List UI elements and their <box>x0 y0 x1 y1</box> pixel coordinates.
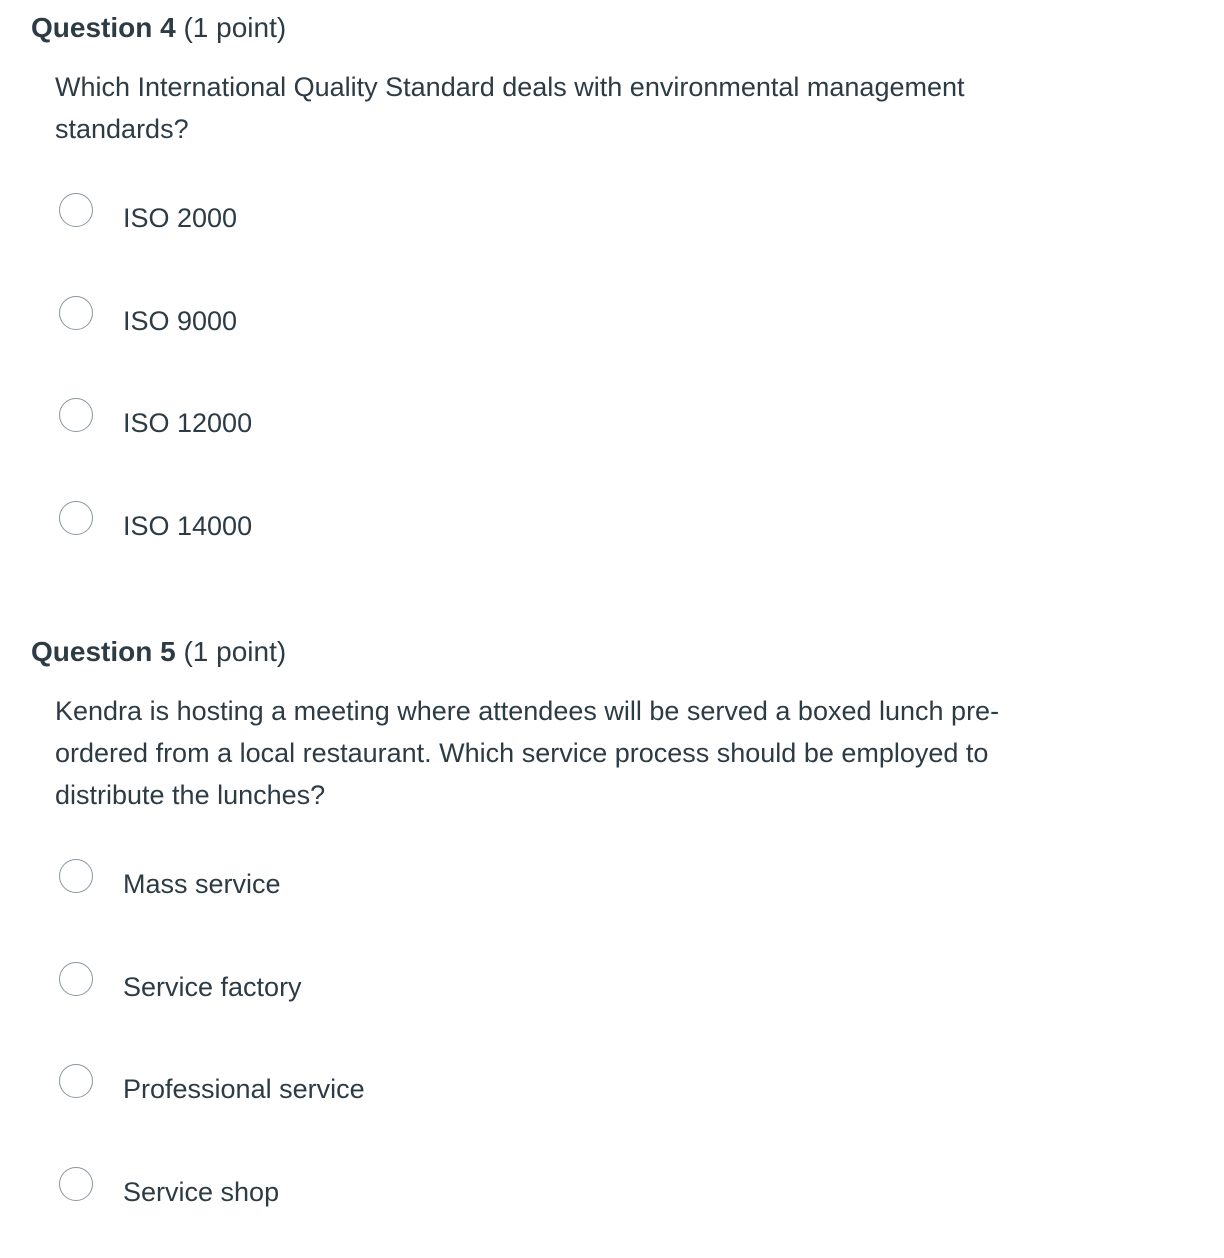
radio-button[interactable] <box>59 296 93 330</box>
option-service-shop[interactable] <box>59 1167 659 1207</box>
option-mass-service[interactable] <box>59 859 659 899</box>
radio-button[interactable] <box>59 398 93 432</box>
option-label[interactable]: ISO 12000 <box>123 408 253 438</box>
radio-button[interactable] <box>59 962 93 996</box>
radio-button[interactable] <box>59 1167 93 1201</box>
question-text: Which International Quality Standard deals with environmental management standards? <box>55 72 965 144</box>
question-text: Kendra is hosting a meeting where attendees will be served a boxed lunch pre-ordered from a local restaurant. Which service process should be employed to distribute the lunches? <box>55 696 1000 810</box>
radio-button[interactable] <box>59 1064 93 1098</box>
option-label[interactable]: Service factory <box>123 972 302 1002</box>
question-label: Question 4 <box>31 12 176 43</box>
radio-button[interactable] <box>59 859 93 893</box>
option-iso-12000[interactable] <box>59 398 659 438</box>
question-points: (1 point) <box>183 12 287 43</box>
option-service-factory[interactable] <box>59 962 659 1002</box>
question-heading <box>31 635 286 669</box>
option-label[interactable]: Professional service <box>123 1074 365 1104</box>
option-iso-14000[interactable] <box>59 501 659 541</box>
option-label[interactable]: Mass service <box>123 869 281 899</box>
question-heading <box>31 11 286 45</box>
option-iso-2000[interactable] <box>59 193 659 233</box>
question-points: (1 point) <box>183 636 287 667</box>
radio-button[interactable] <box>59 193 93 227</box>
option-label[interactable]: ISO 9000 <box>123 306 238 336</box>
option-label[interactable]: ISO 2000 <box>123 203 238 233</box>
option-professional-service[interactable] <box>59 1064 659 1104</box>
question-label: Question 5 <box>31 636 176 667</box>
radio-button[interactable] <box>59 501 93 535</box>
option-iso-9000[interactable] <box>59 296 659 336</box>
option-label[interactable]: ISO 14000 <box>123 511 253 541</box>
option-label[interactable]: Service shop <box>123 1177 280 1207</box>
